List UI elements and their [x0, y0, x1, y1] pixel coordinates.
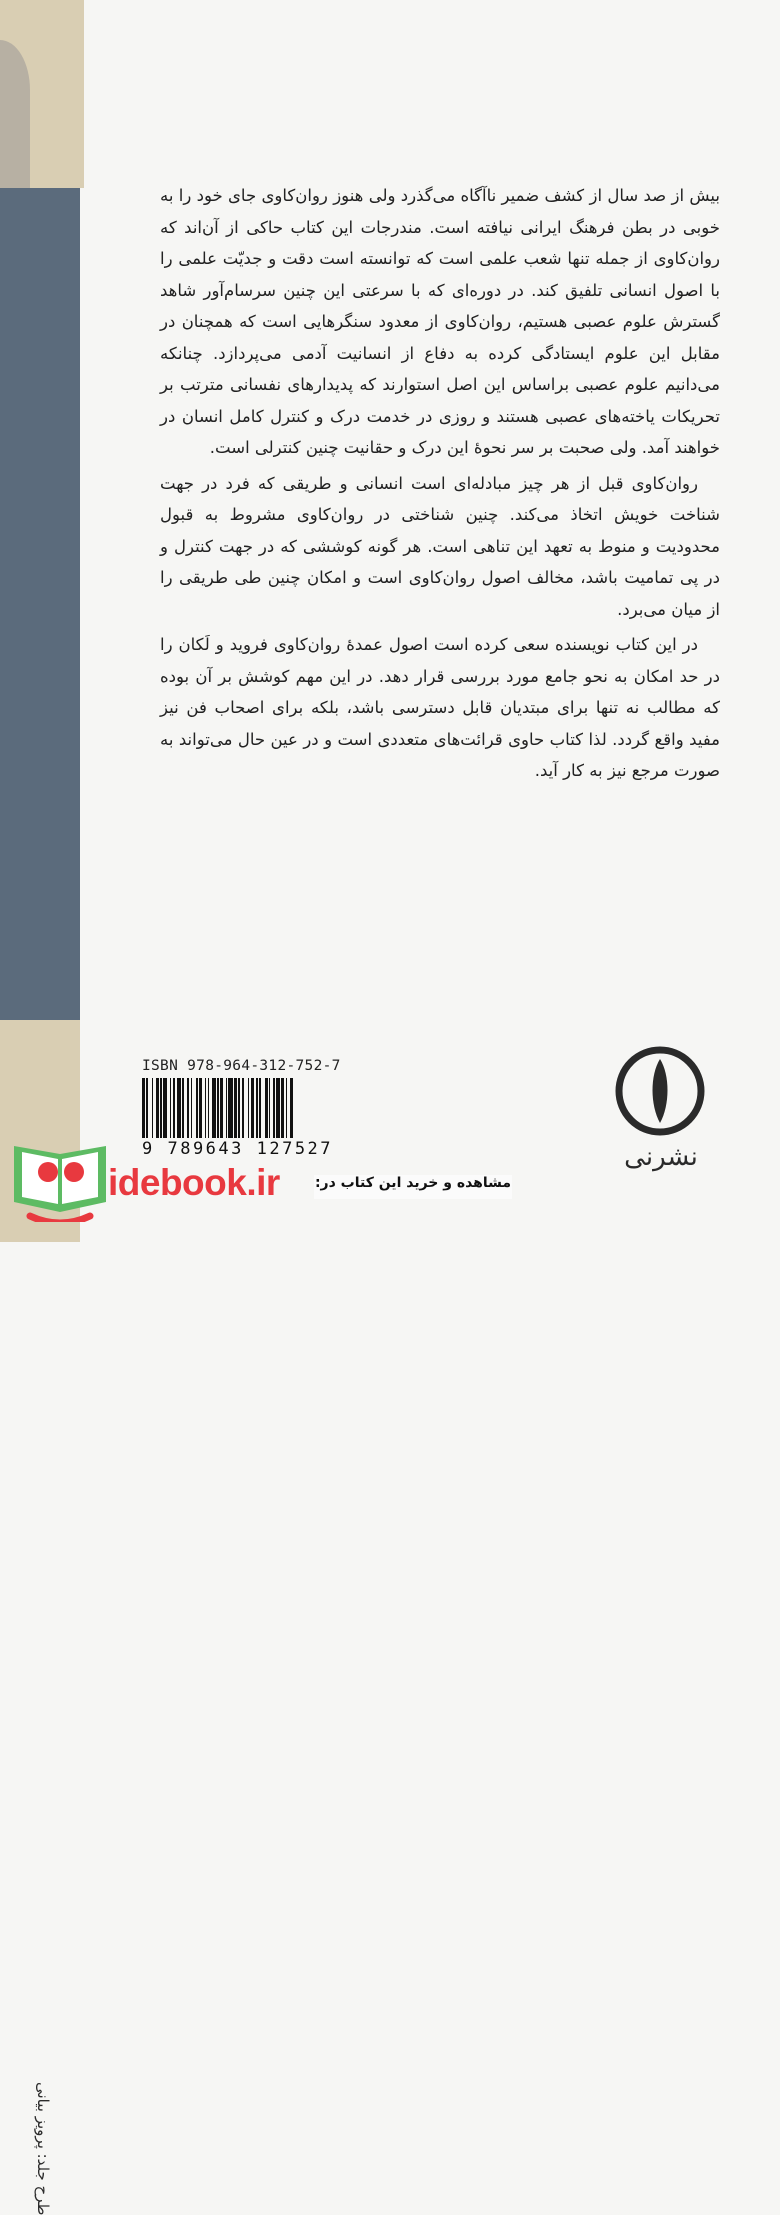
book-site-logo-icon — [8, 1132, 112, 1222]
back-cover-text — [160, 180, 720, 791]
paragraph-2: روان‌کاوی قبل از هر چیز مبادله‌ای است انسانی و طریقی که فرد در جهت شناخت خویش اتخاذ می‌کند. چنین شناختی در روان‌کاوی مشروط به قبول محدودیت و منوط به تعهد این تناهی است. هر گونه کوششی که در جهت کنترل و در پی تمامیت باشد، مخالف اصول روان‌کاوی است و امکان چنین طی طریقی را از میان می‌برد. — [160, 473, 720, 619]
spine-top-shape — [0, 40, 30, 188]
isbn-number: ISBN 978-964-312-752-7 — [142, 1058, 341, 1074]
publisher-logo-icon — [612, 1043, 708, 1139]
isbn-block — [142, 1058, 348, 1163]
barcode-bar — [293, 1078, 294, 1138]
barcode-digits: 9 789643 127527 — [142, 1139, 334, 1159]
paragraph-3: در این کتاب نویسنده سعی کرده است اصول عمدهٔ روان‌کاوی فروید و لَکان را در حد امکان به نحو جامع مورد بررسی قرار دهد. در این مهم کوشش بر آن بوده که مطالب نه تنها برای مبتدیان قابل دسترسی باشد، بلکه برای اصحاب فن نیز مفید واقع گردد. لذا کتاب حاوی قرائت‌های متعددی است و در عین حال می‌تواند به صورت مرجع نیز به کار آید. — [160, 635, 720, 780]
paragraph-1: بیش از صد سال از کشف ضمیر ناآگاه می‌گذرد ولی هنوز روان‌کاوی جای خود را به خوبی در بطن فرهنگ ایرانی نیافته است. مندرجات این کتاب حاکی از آن‌اند که روان‌کاوی از جمله تنها شعب علمی است که توانسته است دقت و جدیّت علمی را با اصول انسانی تلفیق کند. در دوره‌ای که با سرعتی این چنین سرسام‌آور شاهد گسترش علوم عصبی هستیم، روان‌کاوی از معدود سنگرهایی است که همچنان در مقابل این علوم ایستادگی کرده به دفاع از انسانیت آدمی می‌پردازد. چنانکه می‌دانیم علوم عصبی براساس این اصل استوارند که پدیدارهای نفسانی مترتب بر تحریکات یاخته‌های عصبی هستند و روزی در خدمت درک و کنترل کامل انسان در خواهند آمد. ولی صحبت بر سر نحوهٔ این درک و حقانیت چنین کنترلی است. — [160, 186, 720, 457]
spine-credit: طرح جلد: پرویز بیانی — [34, 2081, 52, 2215]
publisher-name: نشرنی — [624, 1142, 698, 1172]
spine-top-panel — [0, 0, 84, 188]
site-name[interactable]: idebook.ir — [108, 1162, 280, 1203]
barcode — [142, 1078, 342, 1138]
spine-blue-panel — [0, 188, 80, 1020]
promo-text: مشاهده و خرید این کتاب در: — [314, 1175, 512, 1199]
